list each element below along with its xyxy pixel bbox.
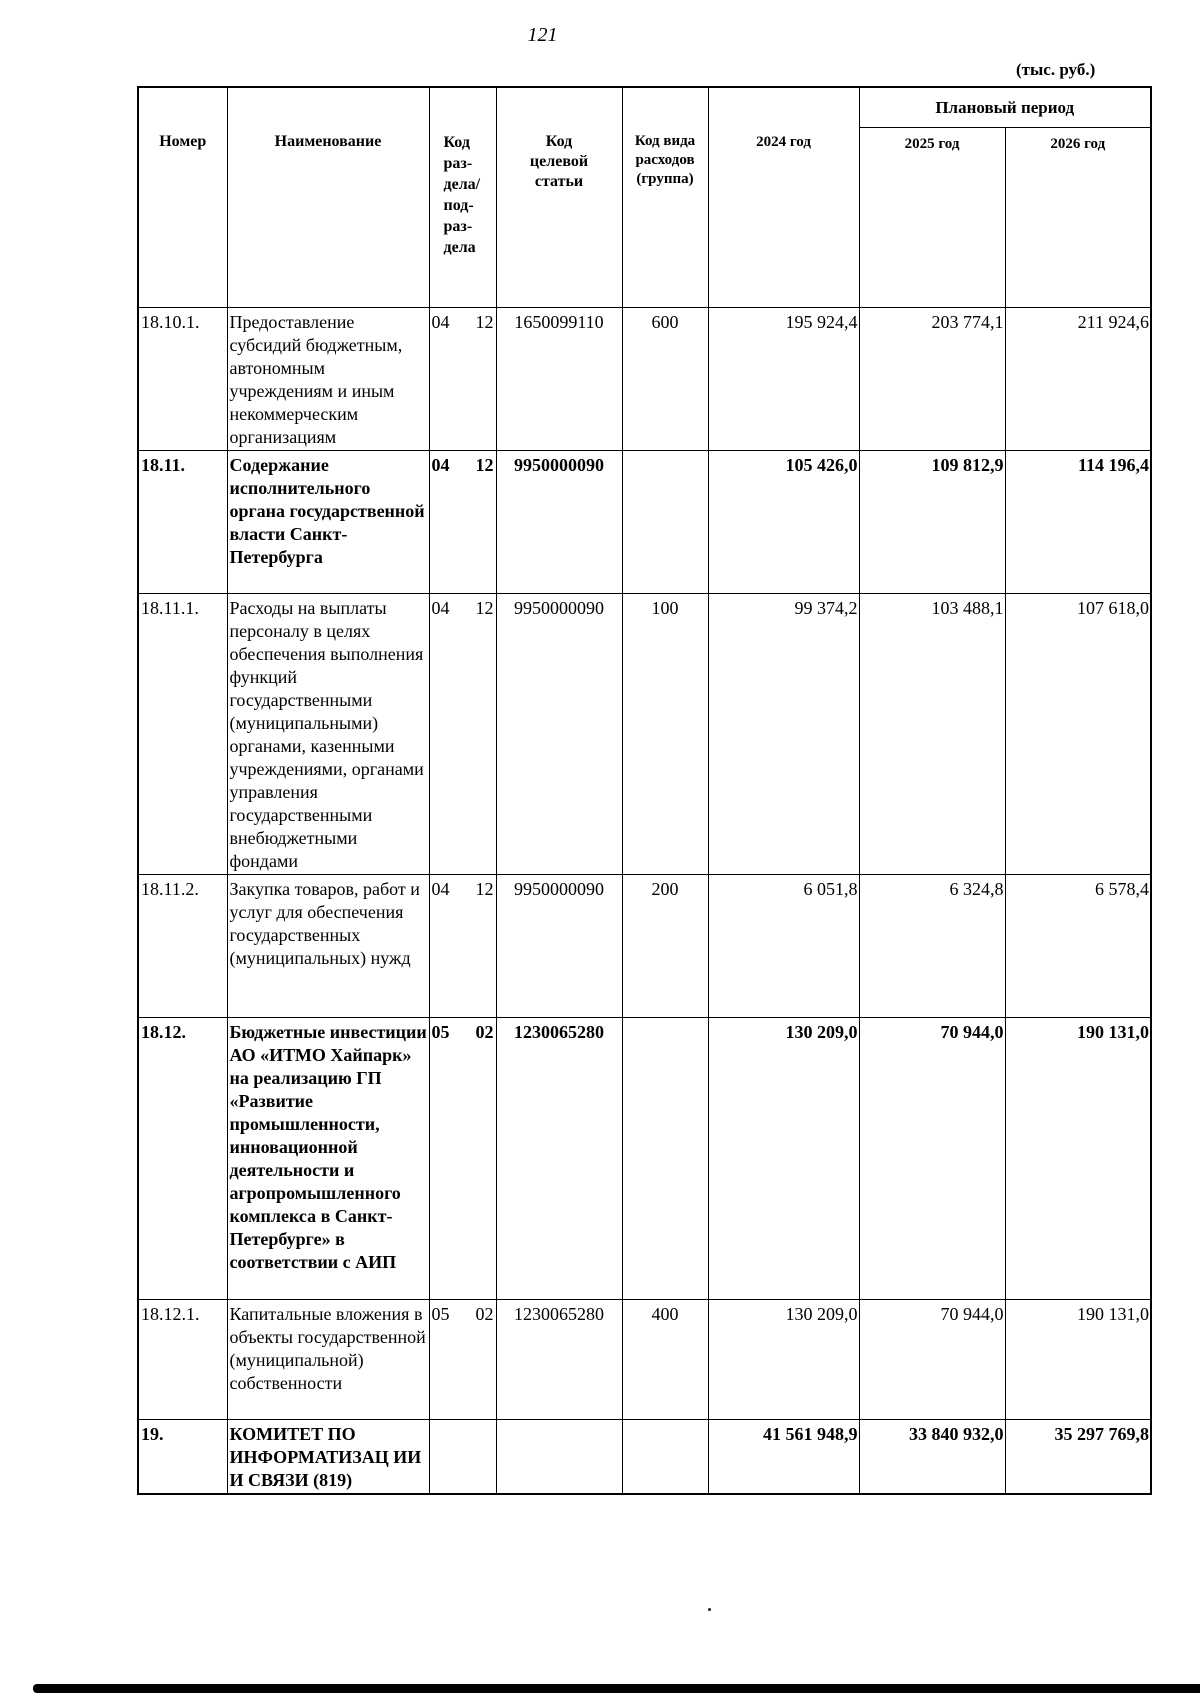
scan-speck — [708, 1608, 711, 1611]
row-2024: 130 209,0 — [708, 1300, 859, 1420]
header-row — [138, 87, 1151, 128]
section-code: 05 — [431, 1304, 450, 1324]
bottom-rule — [33, 1684, 1200, 1693]
row-target-code: 1650099110 — [496, 308, 622, 451]
row-target-code: 9950000090 — [496, 875, 622, 1018]
row-number: 19. — [138, 1420, 227, 1494]
section-code: 04 — [431, 879, 450, 899]
row-name: Расходы на выплаты персоналу в целях обеспечения выполнения функций государственными (муниципальными) органами, казенными учреждениями, органами управления государственными внебюджетными фондами — [227, 594, 429, 875]
subsection-code: 12 — [475, 879, 494, 899]
row-2025: 33 840 932,0 — [859, 1420, 1005, 1494]
row-section-code — [429, 1420, 496, 1494]
row-section-code — [429, 594, 496, 875]
row-number: 18.11.2. — [138, 875, 227, 1018]
row-2026: 107 618,0 — [1005, 594, 1151, 875]
row-target-code — [496, 1420, 622, 1494]
header-section-code: Код раз-дела/ под-раз-дела — [429, 87, 496, 308]
row-target-code: 9950000090 — [496, 594, 622, 875]
section-code: 04 — [431, 455, 450, 475]
row-number: 18.10.1. — [138, 308, 227, 451]
row-number: 18.11.1. — [138, 594, 227, 875]
row-section-code — [429, 1018, 496, 1300]
row-2024: 130 209,0 — [708, 1018, 859, 1300]
row-2024: 99 374,2 — [708, 594, 859, 875]
row-2026: 114 196,4 — [1005, 451, 1151, 594]
row-2024: 105 426,0 — [708, 451, 859, 594]
header-2024: 2024 год — [708, 87, 859, 308]
subsection-code: 02 — [475, 1022, 494, 1042]
row-target-code: 9950000090 — [496, 451, 622, 594]
units-label: (тыс. руб.) — [1016, 60, 1096, 79]
row-2026: 211 924,6 — [1005, 308, 1151, 451]
table-row — [138, 308, 1151, 451]
header-planned-period: Плановый период — [859, 87, 1151, 128]
row-2025: 70 944,0 — [859, 1300, 1005, 1420]
row-expense-kind: 400 — [622, 1300, 708, 1420]
row-name: Предоставление субсидий бюджетным, автономным учреждениям и иным некоммерческим организациям — [227, 308, 429, 451]
row-name: Бюджетные инвестиции АО «ИТМО Хайпарк» на реализацию ГП «Развитие промышленности, инновационной деятельности и агропромышленного комплекса в Санкт-Петербурге» в соответствии с АИП — [227, 1018, 429, 1300]
row-2025: 103 488,1 — [859, 594, 1005, 875]
row-expense-kind: 100 — [622, 594, 708, 875]
header-2025: 2025 год — [859, 128, 1005, 308]
section-code: 04 — [431, 312, 450, 332]
header-2026: 2026 год — [1005, 128, 1151, 308]
table-row — [138, 451, 1151, 594]
header-expense-kind: Код вида расходов (группа) — [622, 87, 708, 308]
row-name: Содержание исполнительного органа государственной власти Санкт-Петербурга — [227, 451, 429, 594]
row-section-code — [429, 451, 496, 594]
row-expense-kind — [622, 1018, 708, 1300]
row-2024: 6 051,8 — [708, 875, 859, 1018]
subsection-code: 12 — [475, 455, 494, 475]
row-2026: 190 131,0 — [1005, 1300, 1151, 1420]
row-2024: 195 924,4 — [708, 308, 859, 451]
row-expense-kind — [622, 451, 708, 594]
row-2026: 6 578,4 — [1005, 875, 1151, 1018]
page-number: 121 — [527, 24, 558, 46]
row-section-code — [429, 1300, 496, 1420]
subsection-code: 02 — [475, 1304, 494, 1324]
row-name: Закупка товаров, работ и услуг для обеспечения государственных (муниципальных) нужд — [227, 875, 429, 1018]
table-row — [138, 875, 1151, 1018]
row-2026: 35 297 769,8 — [1005, 1420, 1151, 1494]
row-number: 18.12. — [138, 1018, 227, 1300]
header-name: Наименование — [227, 87, 429, 308]
row-2024: 41 561 948,9 — [708, 1420, 859, 1494]
table-row — [138, 1018, 1151, 1300]
header-target-code: Код целевой статьи — [496, 87, 622, 308]
row-number: 18.11. — [138, 451, 227, 594]
row-number: 18.12.1. — [138, 1300, 227, 1420]
row-target-code: 1230065280 — [496, 1300, 622, 1420]
table-row — [138, 594, 1151, 875]
row-name: КОМИТЕТ ПО ИНФОРМАТИЗАЦ ИИ И СВЯЗИ (819) — [227, 1420, 429, 1494]
table-row — [138, 1420, 1151, 1494]
row-2025: 70 944,0 — [859, 1018, 1005, 1300]
row-2025: 109 812,9 — [859, 451, 1005, 594]
row-target-code: 1230065280 — [496, 1018, 622, 1300]
row-section-code — [429, 308, 496, 451]
subsection-code: 12 — [475, 598, 494, 618]
row-expense-kind: 200 — [622, 875, 708, 1018]
header-number: Номер — [138, 87, 227, 308]
row-section-code — [429, 875, 496, 1018]
row-2025: 203 774,1 — [859, 308, 1005, 451]
row-2026: 190 131,0 — [1005, 1018, 1151, 1300]
row-expense-kind — [622, 1420, 708, 1494]
section-code: 04 — [431, 598, 450, 618]
subsection-code: 12 — [475, 312, 494, 332]
row-2025: 6 324,8 — [859, 875, 1005, 1018]
table-row — [138, 1300, 1151, 1420]
budget-table — [137, 86, 1152, 1495]
section-code: 05 — [431, 1022, 450, 1042]
row-expense-kind: 600 — [622, 308, 708, 451]
row-name: Капитальные вложения в объекты государственной (муниципальной) собственности — [227, 1300, 429, 1420]
